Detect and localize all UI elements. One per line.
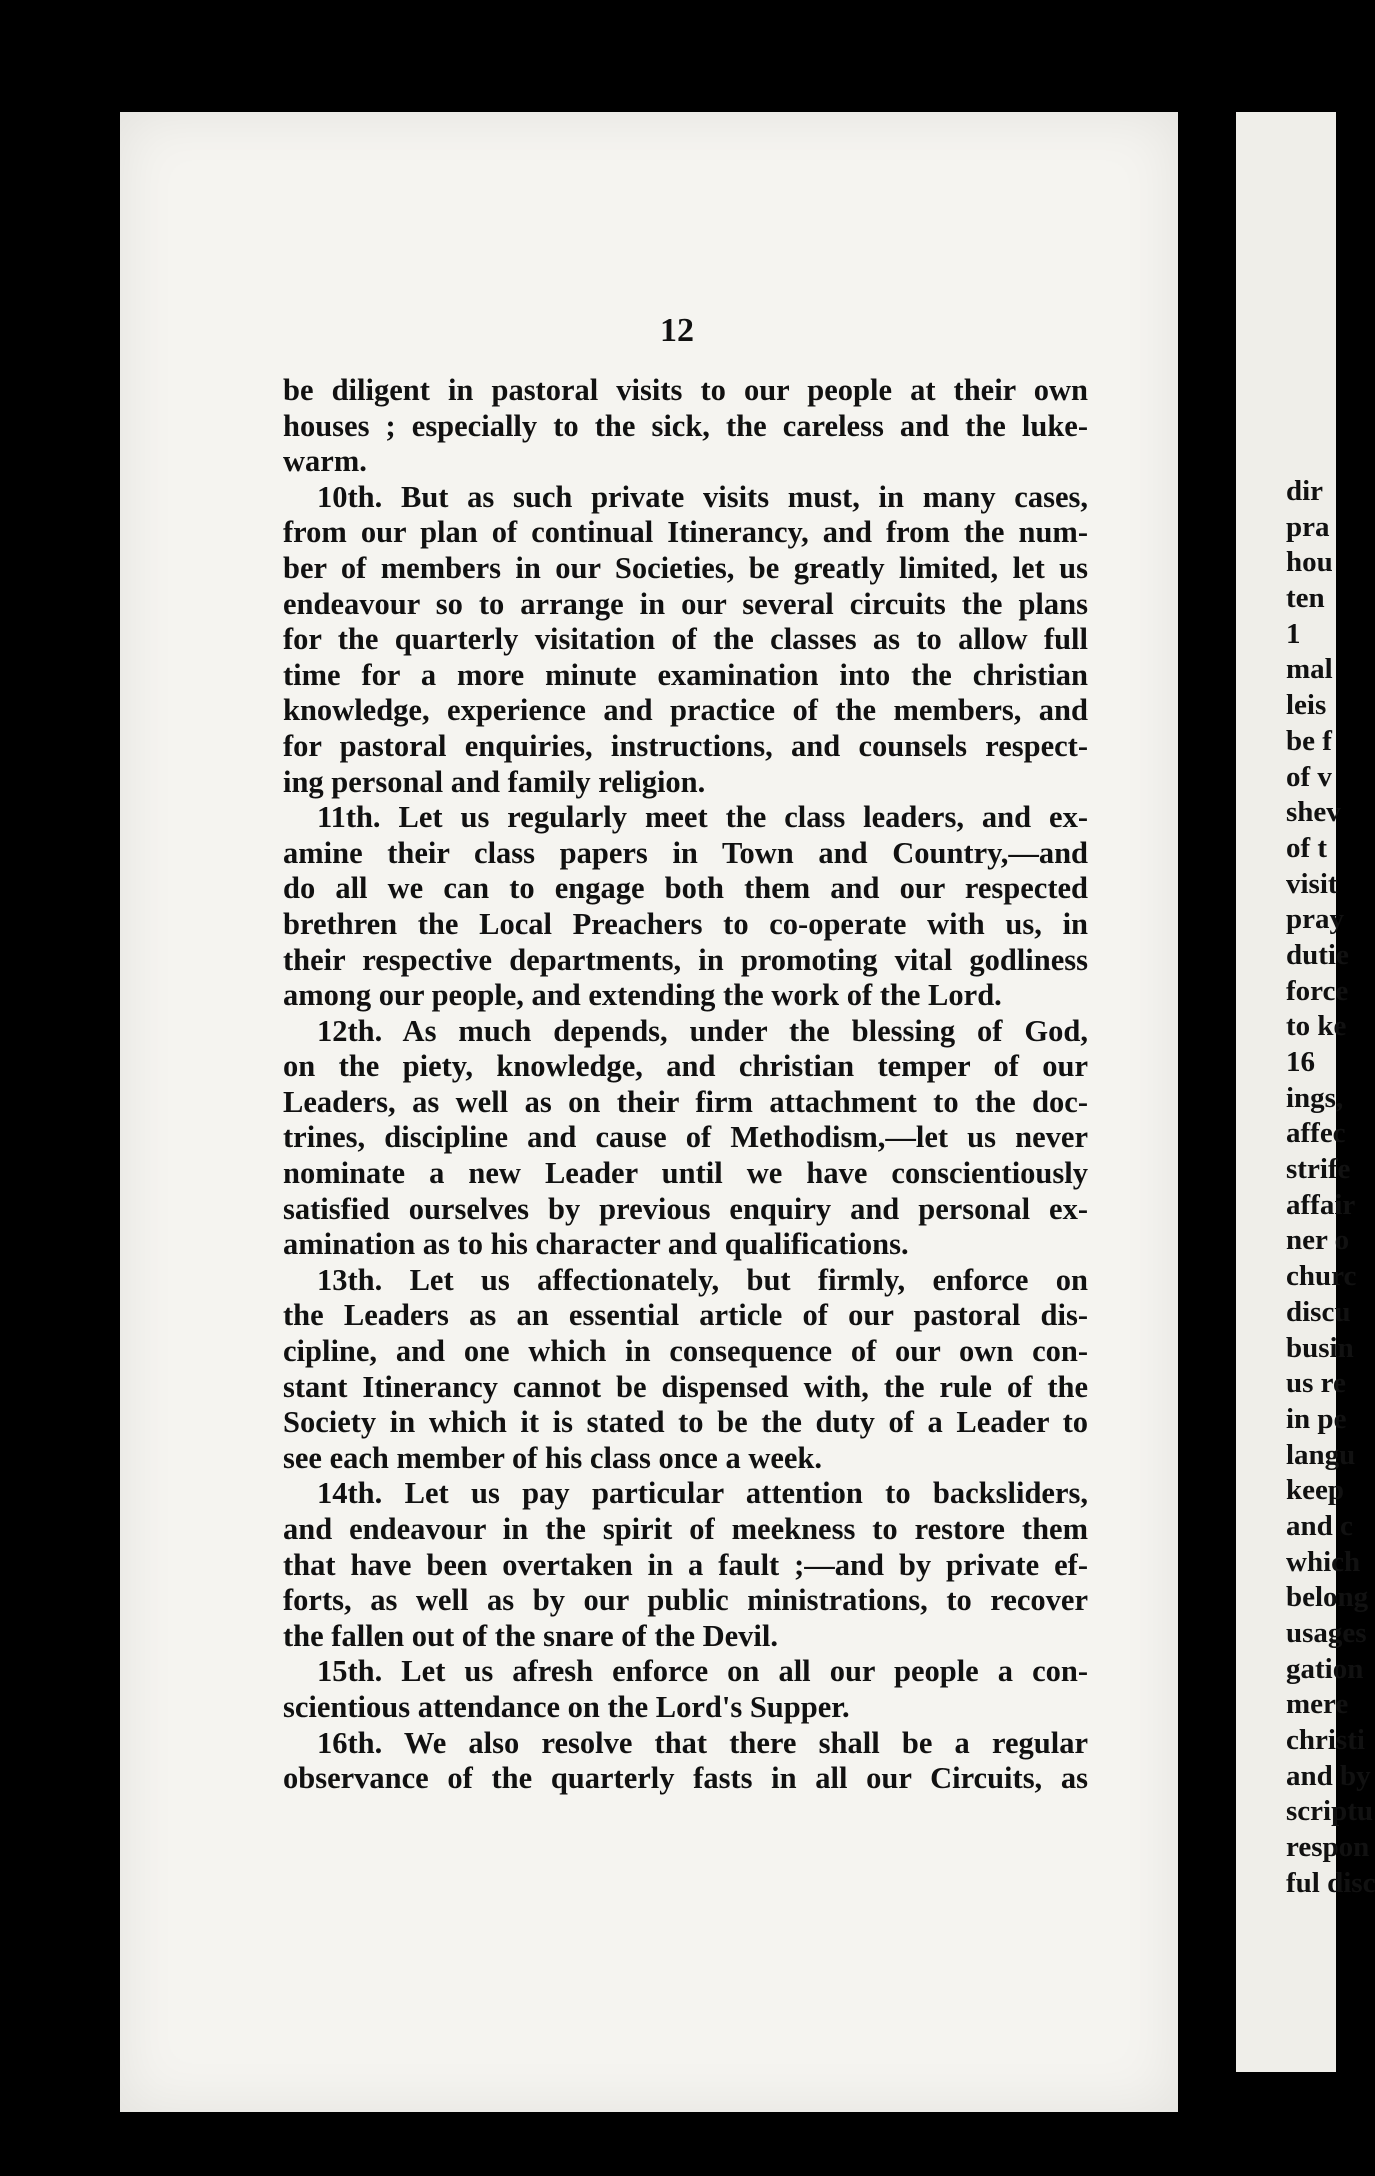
text-line: satisfied ourselves by previous enquiry and personal ex- bbox=[283, 1191, 1088, 1226]
adjacent-line: leis bbox=[1286, 689, 1327, 722]
text-line: be diligent in pastoral visits to our people at their own bbox=[283, 373, 1088, 407]
text-line: houses ; especially to the sick, the careless and the luke- bbox=[283, 408, 1088, 443]
text-line: 13th. Let us affectionately, but firmly, enforce on bbox=[317, 1262, 1088, 1297]
adjacent-line: hou bbox=[1286, 546, 1333, 579]
adjacent-line: pray bbox=[1286, 903, 1344, 936]
text-line: trines, discipline and cause of Methodism,—let us never bbox=[283, 1120, 1088, 1155]
adjacent-line: dir bbox=[1286, 475, 1324, 507]
adjacent-line: ner o bbox=[1286, 1224, 1350, 1257]
text-line: the fallen out of the snare of the Devil. bbox=[283, 1618, 778, 1653]
text-line: for the quarterly visitation of the classes as to allow full bbox=[283, 622, 1088, 657]
adjacent-line: langu bbox=[1286, 1438, 1356, 1471]
text-line: 11th. Let us regularly meet the class leaders, and ex- bbox=[317, 800, 1088, 835]
text-line: endeavour so to arrange in our several circuits the plans bbox=[283, 586, 1088, 621]
adjacent-line: affair bbox=[1286, 1188, 1356, 1221]
text-line: ber of members in our Societies, be greatly limited, let us bbox=[283, 550, 1088, 585]
text-line: 14th. Let us pay particular attention to backsliders, bbox=[317, 1476, 1088, 1511]
text-line: 12th. As much depends, under the blessing of God, bbox=[317, 1013, 1088, 1048]
adjacent-line: ten bbox=[1286, 582, 1325, 615]
adjacent-line: dutie bbox=[1286, 938, 1349, 971]
text-line: amine their class papers in Town and Country,—and bbox=[283, 835, 1088, 870]
body-text bbox=[283, 373, 1088, 1797]
text-line: stant Itinerancy cannot be dispensed with, the rule of the bbox=[283, 1369, 1088, 1404]
text-line: time for a more minute examination into the christian bbox=[283, 657, 1088, 692]
adjacent-line: belong bbox=[1286, 1581, 1369, 1614]
adjacent-line: and by bbox=[1286, 1759, 1371, 1792]
adjacent-line: churc bbox=[1286, 1260, 1357, 1293]
text-line: from our plan of continual Itinerancy, and from the num- bbox=[283, 515, 1088, 550]
text-line: forts, as well as by our public ministrations, to recover bbox=[283, 1583, 1088, 1618]
adjacent-line: of t bbox=[1286, 831, 1328, 864]
text-line: observance of the quarterly fasts in all our Circuits, as bbox=[283, 1761, 1088, 1796]
text-line: Leaders, as well as on their firm attachment to the doc- bbox=[283, 1084, 1088, 1119]
text-line: and endeavour in the spirit of meekness to restore them bbox=[283, 1512, 1088, 1546]
adjacent-line: visit bbox=[1286, 867, 1338, 900]
adjacent-line: mere bbox=[1286, 1688, 1349, 1721]
text-line: 15th. Let us afresh enforce on all our people a con- bbox=[317, 1654, 1088, 1689]
text-line: see each member of his class once a week. bbox=[283, 1440, 823, 1475]
page-number: 12 bbox=[660, 312, 694, 349]
adjacent-line: affec bbox=[1286, 1117, 1346, 1150]
adjacent-line: force bbox=[1286, 974, 1349, 1007]
text-line: do all we can to engage both them and our respected bbox=[283, 871, 1088, 906]
adjacent-line: to ke bbox=[1286, 1010, 1347, 1043]
adjacent-line: which bbox=[1286, 1545, 1361, 1578]
adjacent-line: in pe bbox=[1286, 1402, 1347, 1435]
adjacent-line: ful disc bbox=[1286, 1866, 1375, 1899]
text-line: Society in which it is stated to be the duty of a Leader to bbox=[283, 1405, 1088, 1440]
adjacent-line: strife bbox=[1286, 1153, 1351, 1186]
adjacent-line: christi bbox=[1286, 1724, 1365, 1757]
adjacent-line: scriptu bbox=[1286, 1795, 1373, 1828]
text-line: nominate a new Leader until we have conscientiously bbox=[283, 1156, 1088, 1191]
adjacent-line: 16 bbox=[1286, 1046, 1315, 1078]
text-line: knowledge, experience and practice of the members, and bbox=[283, 693, 1088, 728]
adjacent-line: shev bbox=[1286, 796, 1341, 829]
text-line: the Leaders as an essential article of our pastoral dis- bbox=[283, 1298, 1088, 1333]
adjacent-line: of v bbox=[1286, 760, 1332, 793]
text-line: cipline, and one which in consequence of our own con- bbox=[283, 1334, 1088, 1369]
adjacent-line: pra bbox=[1286, 510, 1330, 543]
adjacent-line: respon bbox=[1286, 1831, 1370, 1864]
adjacent-line: and c bbox=[1286, 1509, 1353, 1542]
text-line: that have been overtaken in a fault ;—and by private ef- bbox=[283, 1547, 1088, 1582]
text-line: scientious attendance on the Lord's Supper. bbox=[283, 1689, 850, 1724]
adjacent-line: us re bbox=[1286, 1367, 1346, 1400]
adjacent-line: keep bbox=[1286, 1474, 1344, 1507]
adjacent-page bbox=[1236, 112, 1375, 2072]
text-line: amination as to his character and qualifications. bbox=[283, 1227, 909, 1262]
adjacent-line: gation bbox=[1286, 1652, 1364, 1685]
adjacent-line: usages bbox=[1286, 1617, 1367, 1649]
text-line: 16th. We also resolve that there shall be a regular bbox=[317, 1725, 1088, 1760]
text-line: among our people, and extending the work of the Lord. bbox=[283, 978, 1002, 1013]
text-line: 10th. But as such private visits must, in many cases, bbox=[317, 479, 1088, 514]
text-line: brethren the Local Preachers to co-operate with us, in bbox=[283, 906, 1088, 941]
adjacent-line: mal bbox=[1286, 653, 1333, 686]
text-line: on the piety, knowledge, and christian temper of our bbox=[283, 1049, 1088, 1084]
adjacent-line: be f bbox=[1286, 724, 1332, 757]
text-line: warm. bbox=[283, 444, 367, 479]
adjacent-page-text bbox=[1286, 474, 1375, 1902]
adjacent-line: 1 bbox=[1286, 617, 1301, 650]
text-line: ing personal and family religion. bbox=[283, 764, 706, 799]
text-line: their respective departments, in promoting vital godliness bbox=[283, 942, 1088, 977]
adjacent-line: ings, bbox=[1286, 1081, 1344, 1114]
text-line: for pastoral enquiries, instructions, and counsels respect- bbox=[283, 728, 1088, 763]
adjacent-line: discu bbox=[1286, 1295, 1351, 1328]
adjacent-line: busin bbox=[1286, 1331, 1354, 1364]
